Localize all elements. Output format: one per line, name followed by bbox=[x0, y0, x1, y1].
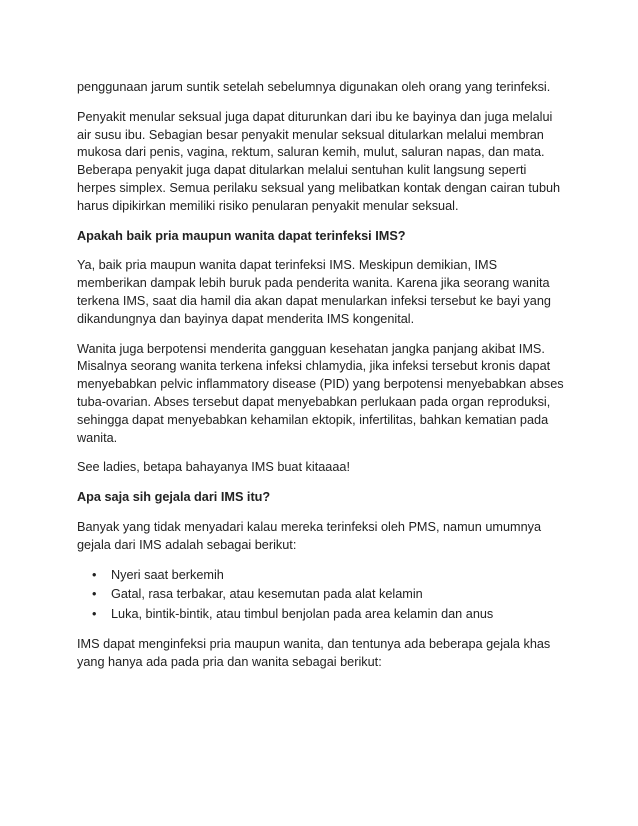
list-item: • Nyeri saat berkemih bbox=[111, 567, 567, 585]
paragraph-symptoms-intro: Banyak yang tidak menyadari kalau mereka terinfeksi oleh PMS, namun umumnya gejala dari IMS adalah sebagai berikut: bbox=[77, 519, 542, 552]
paragraph-transmission: Penyakit menular seksual juga dapat diturunkan dari ibu ke bayinya dan juga melalui air susu ibu. Sebagian besar penyakit menular seksual ditularkan melalui membran mukosa dari penis, vagina, rektum, saluran kemih, mulut, saluran napas, dan mata. Beberapa penyakit juga dapat ditularkan melalui sentuhan kulit langsung seperti herpes simplex. Semua perilaku seksual yang melibatkan kontak dengan cairan tubuh harus dipikirkan memiliki risiko penularan penyakit menular seksual. bbox=[77, 109, 561, 213]
list-item: • Gatal, rasa terbakar, atau kesemutan pada alat kelamin bbox=[111, 586, 567, 604]
paragraph-long-term-risks: Wanita juga berpotensi menderita gangguan kesehatan jangka panjang akibat IMS. Misalnya seorang wanita terkena infeksi chlamydia, jika infeksi tersebut kronis dapat menyebabkan pelvic inflammatory disease (PID) yang berpotensi menyebabkan abses tuba-ovarian. Abses tersebut dapat menyebabkan perlukaan pada organ reproduksi, sehingga dapat menyebabkan kehamilan ektopik, infertilitas, bahkan kematian pada wanita. bbox=[77, 341, 564, 445]
paragraph-specific-symptoms: IMS dapat menginfeksi pria maupun wanita, dan tentunya ada beberapa gejala khas yang hanya ada pada pria dan wanita sebagai berikut: bbox=[77, 636, 551, 669]
list-item: • Luka, bintik-bintik, atau timbul benjolan pada area kelamin dan anus bbox=[111, 606, 567, 624]
paragraph-warning: See ladies, betapa bahayanya IMS buat kitaaaa! bbox=[77, 460, 350, 475]
paragraph-impact-women: Ya, baik pria maupun wanita dapat terinfeksi IMS. Meskipun demikian, IMS memberikan dampak lebih buruk pada penderita wanita. Karena jika seorang wanita terkena IMS, saat dia hamil dia akan dapat menularkan infeksi tersebut ke bayi yang dikandungnya dan bayinya dapat menderita IMS kongenital. bbox=[77, 258, 551, 326]
heading-men-women-infection: Apakah baik pria maupun wanita dapat terinfeksi IMS? bbox=[77, 228, 406, 243]
heading-symptoms: Apa saja sih gejala dari IMS itu? bbox=[77, 490, 271, 505]
symptom-list bbox=[77, 567, 567, 624]
document-body bbox=[77, 79, 567, 684]
paragraph-needle-use: penggunaan jarum suntik setelah sebelumnya digunakan oleh orang yang terinfeksi. bbox=[77, 80, 551, 94]
